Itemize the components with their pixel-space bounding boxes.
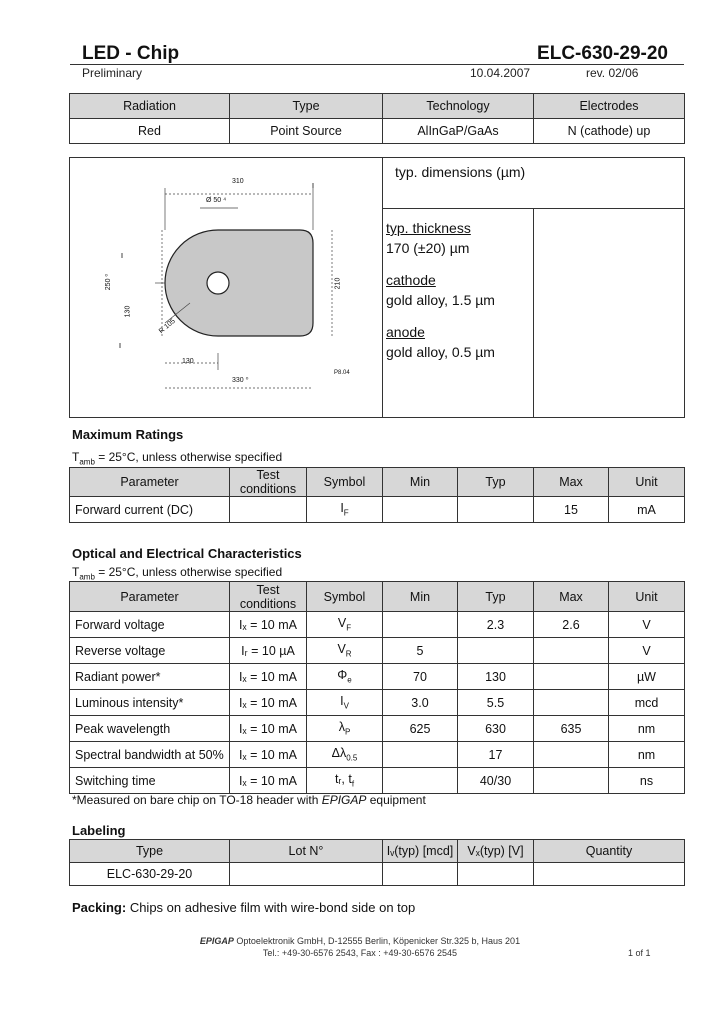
- col-header: Min: [383, 468, 458, 497]
- dim-right-label: 210: [334, 277, 342, 290]
- table-row: Spectral bandwidth at 50% Iₓ = 10 mA $\Delta\lambda_{0.5}$ 17 nm: [70, 742, 685, 768]
- table-row: Forward voltage Iₓ = 10 mA $V_F$ 2.3 2.6 V: [70, 612, 685, 638]
- labeling-title: Labeling: [72, 823, 126, 838]
- thickness-value: 170 (±20) µm: [386, 240, 470, 256]
- col-header: Min: [383, 582, 458, 612]
- col-header: Iᵥ(typ) [mcd]: [383, 840, 458, 863]
- summary-header: Type: [230, 94, 383, 119]
- revision-text: rev. 02/06: [586, 66, 639, 80]
- table-row: Peak wavelength Iₓ = 10 mA $\lambda_P$ 625 630 635 nm: [70, 716, 685, 742]
- table-row: Reverse voltage Iᵣ = 10 µA $V_R$ 5 V: [70, 638, 685, 664]
- packing-line: Packing: Chips on adhesive film with wire-bond side on top: [72, 900, 416, 915]
- summary-header: Technology: [383, 94, 534, 119]
- col-header: Typ: [458, 468, 534, 497]
- dim-radius-label: R 105: [157, 317, 177, 336]
- summary-table: [69, 93, 685, 144]
- max-ratings-title: Maximum Ratings: [72, 427, 184, 442]
- col-header: Symbol: [307, 582, 383, 612]
- col-header: Test conditions: [230, 468, 307, 497]
- anode-label: anode: [386, 324, 425, 340]
- doc-title: LED - Chip: [82, 43, 180, 64]
- page-number: 1 of 1: [628, 948, 651, 958]
- col-header: Unit: [609, 468, 685, 497]
- max-ratings-table: [69, 467, 685, 523]
- anode-value: gold alloy, 0.5 µm: [386, 344, 495, 360]
- col-header: Max: [534, 582, 609, 612]
- labeling-table: [69, 839, 685, 886]
- col-header: Vₓ(typ) [V]: [458, 840, 534, 863]
- chip-info-box: [69, 157, 685, 418]
- optical-table: [69, 581, 685, 794]
- summary-cell: Red: [70, 119, 230, 144]
- table-row: Radiant power* Iₓ = 10 mA $\Phi_e$ 70 130 µW: [70, 664, 685, 690]
- footer-line1: EPIGAP Optoelektronik GmbH, D-12555 Berlin, Köpenicker Str.325 b, Haus 201: [199, 936, 521, 946]
- col-header: Parameter: [70, 582, 230, 612]
- summary-cell: Point Source: [230, 119, 383, 144]
- thickness-label: typ. thickness: [386, 220, 471, 236]
- table-row: Luminous intensity* Iₓ = 10 mA $I_V$ 3.0 5.5 mcd: [70, 690, 685, 716]
- summary-cell: AlInGaP/GaAs: [383, 119, 534, 144]
- summary-header: Electrodes: [534, 94, 685, 119]
- dimensions-heading: typ. dimensions (µm): [395, 164, 526, 180]
- col-header: Test conditions: [230, 582, 307, 612]
- col-header: Typ: [458, 582, 534, 612]
- dimensions-block: [386, 218, 495, 362]
- table-row: Switching time Iₓ = 10 mA tᵣ, $t_f$ 40/30 ns: [70, 768, 685, 794]
- optical-condition: $T_{amb} = 25^\circ C$, unless otherwise specified: [72, 565, 283, 582]
- col-header: Max: [534, 468, 609, 497]
- col-header: Symbol: [307, 468, 383, 497]
- header-rule: [70, 64, 684, 65]
- footer-line2: Tel.: +49-30-6576 2543, Fax : +49-30-6576 2545: [262, 948, 458, 958]
- col-header: Quantity: [534, 840, 685, 863]
- dim-hole-label: Ø 50 ⁴: [206, 197, 227, 204]
- col-header: Parameter: [70, 468, 230, 497]
- max-ratings-condition: $T_{amb} = 25^\circ C$, unless otherwise specified: [72, 450, 283, 467]
- col-header: Lot N°: [230, 840, 383, 863]
- table-row: ELC-630-29-20: [70, 863, 685, 886]
- dim-left-label: 250 ⁰: [105, 273, 113, 291]
- cathode-label: cathode: [386, 272, 436, 288]
- cathode-value: gold alloy, 1.5 µm: [386, 292, 495, 308]
- footnote: *Measured on bare chip on TO-18 header with EPIGAP equipment: [72, 793, 426, 807]
- date-text: 10.04.2007: [470, 66, 531, 80]
- dim-top-label: 310: [232, 178, 244, 185]
- optical-title: Optical and Electrical Characteristics: [72, 546, 302, 561]
- part-number: ELC-630-29-20: [537, 43, 668, 64]
- drawing-code: P8.04: [334, 370, 350, 376]
- summary-header: Radiation: [70, 94, 230, 119]
- summary-cell: N (cathode) up: [534, 119, 685, 144]
- dim-bottom-label: 130: [182, 358, 194, 365]
- status-text: Preliminary: [82, 66, 143, 80]
- dim-left2-label: 130: [124, 305, 132, 318]
- col-header: Unit: [609, 582, 685, 612]
- col-header: Type: [70, 840, 230, 863]
- table-row: Forward current (DC) $I_F$ 15 mA: [70, 497, 685, 523]
- dim-bottom2-label: 330 ⁰: [232, 377, 249, 384]
